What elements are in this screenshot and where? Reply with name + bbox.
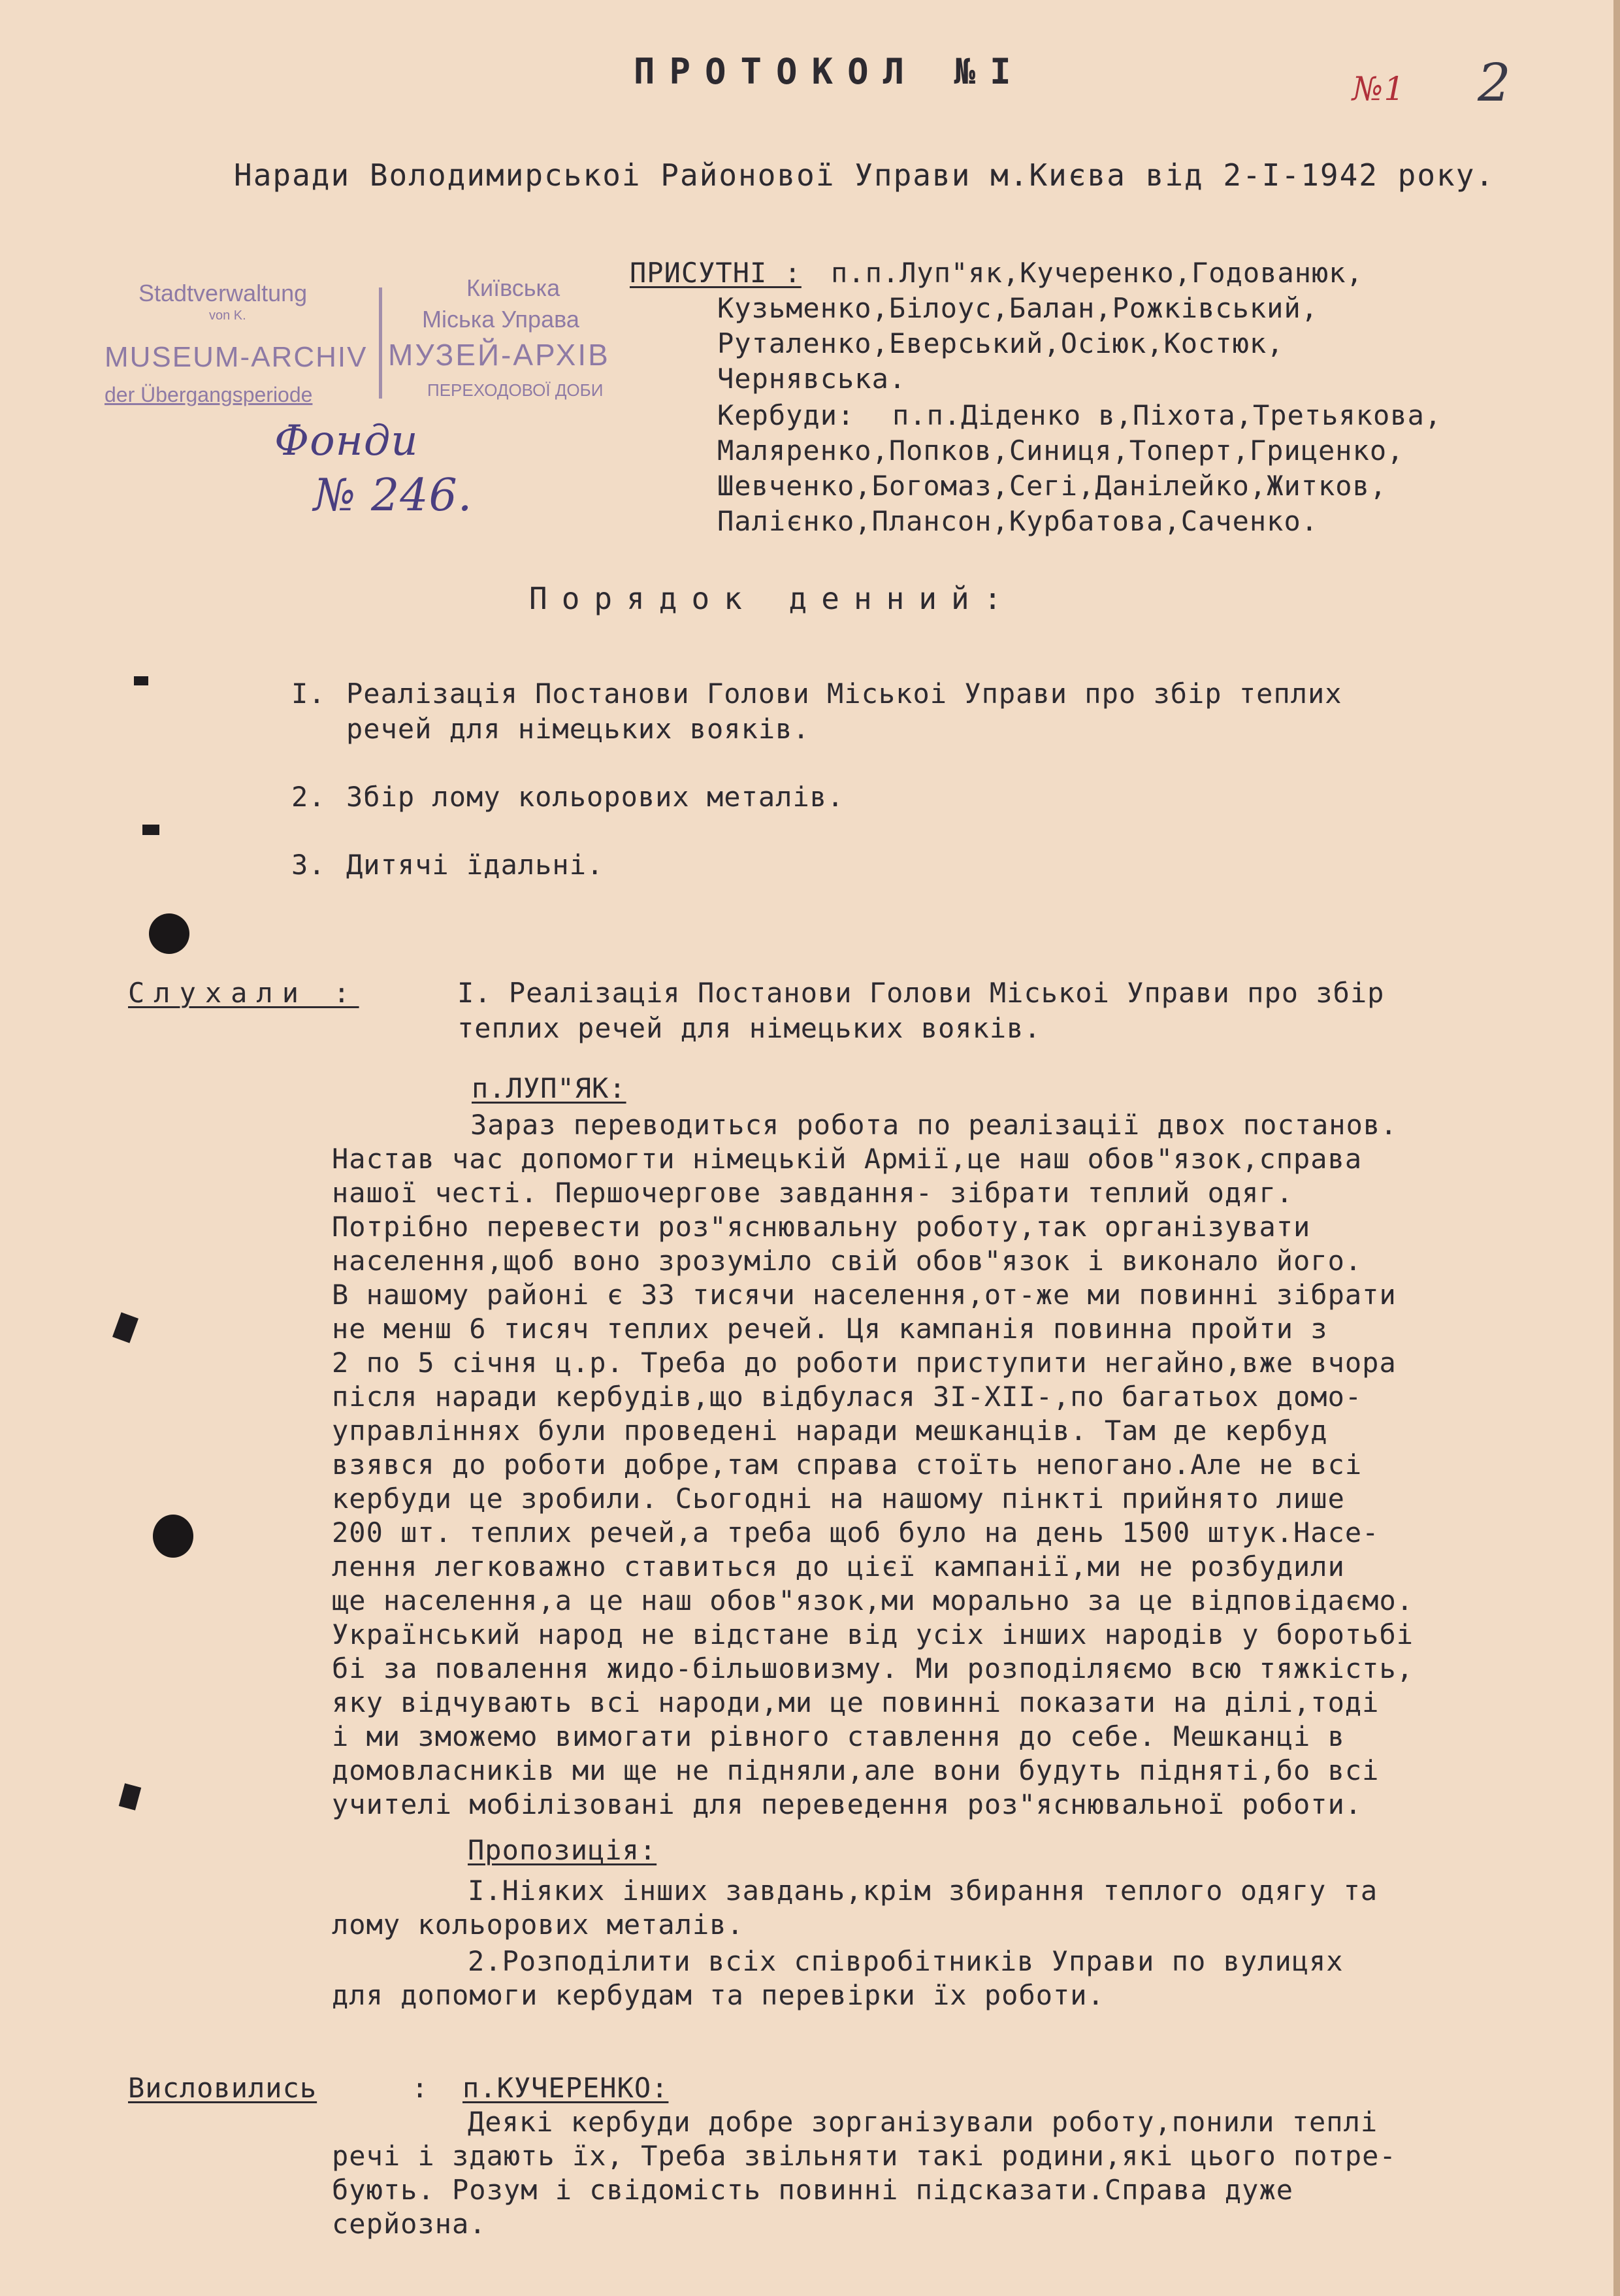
punch-hole [153,1515,193,1558]
heard-item-line: теплих речей для німецьких вояків. [457,1012,1041,1044]
margin-mark [112,1312,138,1343]
speech-line: яку відчувають всі народи,ми це повинні показати на ділі,тоді [332,1686,1380,1718]
present-line: Руталенко,Еверський,Осіюк,Костюк, [717,327,1284,359]
museum-archive-stamp-ua [388,274,688,425]
spoke-line: речі і здають їх, Треба звільняти такі родини,які цього потре- [332,2140,1397,2172]
speech-line: Потрібно перевести роз"яснювальну роботу,так організувати [332,1211,1311,1243]
speech-line: 200 шт. теплих речей,а треба щоб було на день 1500 штук.Насе- [332,1517,1380,1549]
present-line: Чернявська. [717,363,907,395]
speech-line: лення легковажно ставиться до цієї кампанії,ми не розбудили [332,1550,1345,1583]
speech-line: 2 по 5 січня ц.р. Треба до роботи приступити негайно,вже вчора [332,1347,1397,1379]
stamp-line: MUSEUM-ARCHIV [105,341,368,373]
spoke-line: бують. Розум і свідомість повинні підсказати.Справа дуже [332,2174,1294,2206]
speech-line: Настав час допомогти німецькій Армії,це наш обов"язок,справа [332,1143,1363,1175]
speech-line: після наради кербудів,що відбулася 3I-XII-,по багатьох домо- [332,1381,1363,1413]
heard-item-line: I. Реалізація Постанови Голови Міськоі Управи про збір [457,977,1385,1009]
stamp-line: Stadtverwaltung [138,280,308,306]
proposal-line: 2.Розподілити всіх співробітників Управи по вулицях [468,1945,1344,1977]
spoke-colon: : [412,2072,429,2104]
speech-line: учителі мобілізовані для переведення роз"яснювальної роботи. [332,1788,1363,1820]
kerbudy-label: Кербуди: [717,399,855,431]
agenda-item-text: Збір лому кольорових металів. [346,781,845,813]
speech-line: управліннях були проведені наради мешканців. Там де кербуд [332,1415,1328,1447]
spoke-line: серйозна. [332,2208,487,2240]
speech-line: кербуди це зробили. Сьогодні на нашому пінкті прийнято лише [332,1483,1345,1515]
heard-label: Слухали : [128,977,359,1009]
speech-line: взявся до роботи добре,там справа стоїть непогано.Але не всі [332,1449,1363,1481]
spoke-line: Деякі кербуди добре зорганізували роботу,понили теплі [468,2106,1378,2138]
fund-number-handwritten: № 246. [314,470,473,521]
corner-number-label: №1 [1352,70,1406,108]
speech-line: нашої честі. Першочергове завдання- зібрати теплий одяг. [332,1177,1294,1209]
margin-mark [134,676,148,685]
agenda-item-number: I. [291,678,326,710]
kerbudy-line: Палієнко,Плансон,Курбатова,Саченко. [717,505,1319,537]
agenda-item-text: Реалізація Постанови Голови Міськоі Управи про збір теплих [346,678,1342,710]
stamp-line: Київська [466,274,560,301]
agenda-item-number: 3. [291,849,326,881]
kerbudy-line: Шевченко,Богомаз,Сегі,Данілейко,Житков, [717,470,1387,502]
proposal-line: лому кольорових металів. [332,1909,744,1941]
fund-handwritten: Фонди [274,417,419,465]
spoke-label: Висловились [128,2072,317,2104]
punch-hole [149,913,189,954]
present-label: ПРИСУТНІ : [630,257,802,289]
speaker-kucherenko: п.КУЧЕРЕНКО: [462,2072,669,2104]
speech-line: домовласників ми ще не підняли,але вони будуть підняті,бо всі [332,1754,1380,1786]
speech-line: бі за повалення жидо-більшовизму. Ми розподіляємо всю тяжкість, [332,1652,1414,1684]
present-line: п.п.Луп"як,Кучеренко,Годованюк, [831,257,1363,289]
proposal-label: Пропозиція: [468,1834,657,1866]
kerbudy-line: п.п.Діденко в,Піхота,Третьякова, [892,399,1442,431]
protocol-title: ПРОТОКОЛ №I [634,51,1026,92]
museum-archive-stamp-de [105,280,372,430]
agenda-item-text: речей для німецьких вояків. [346,713,810,745]
speech-line: і ми зможемо вимогати рівного ставлення до себе. Мешканці в [332,1720,1345,1752]
agenda-item-text: Дитячі їдальні. [346,849,604,881]
speech-line: населення,щоб воно зрозуміло свій обов"язок і виконало його. [332,1245,1363,1277]
stamp-divider [379,287,382,399]
speaker-lupiak: п.ЛУП"ЯК: [472,1072,626,1104]
speech-line: В нашому районі є 33 тисячи населення,от-же ми повинні зібрати [332,1279,1397,1311]
proposal-line: для допомоги кербудам та перевірки їх роботи. [332,1979,1105,2011]
stamp-line: ПЕРЕХОДОВОЇ ДОБИ [427,380,604,400]
margin-mark [119,1783,141,1811]
margin-mark [142,825,159,835]
stamp-line: von K. [209,308,246,323]
corner-page-number: 2 [1478,52,1512,113]
stamp-line: der Übergangsperiode [105,383,313,406]
meeting-subtitle: Наради Володимирськоі Районової Управи м.Києва від 2-I-1942 року. [234,157,1495,193]
stamp-line: Міська Управа [422,306,579,333]
kerbudy-line: Маляренко,Попков,Синиця,Топерт,Гриценко, [717,435,1404,467]
stamp-line: МУЗЕЙ-АРХІВ [388,338,610,372]
present-line: Кузьменко,Білоус,Балан,Рожківський, [717,292,1319,324]
speech-line: ще населення,а це наш обов"язок,ми морально за це відповідаємо. [332,1584,1414,1616]
speech-line: не менш 6 тисяч теплих речей. Ця кампанія повинна пройти з [332,1313,1328,1345]
speech-line: Зараз переводиться робота по реалізації двох постанов. [470,1109,1398,1141]
speech-line: Український народ не відстане від усіх інших народів у боротьбі [332,1618,1414,1650]
proposal-line: I.Ніяких інших завдань,крім збирання теплого одягу та [468,1875,1378,1907]
agenda-item-number: 2. [291,781,326,813]
agenda-title: Порядок денний: [529,581,1016,616]
